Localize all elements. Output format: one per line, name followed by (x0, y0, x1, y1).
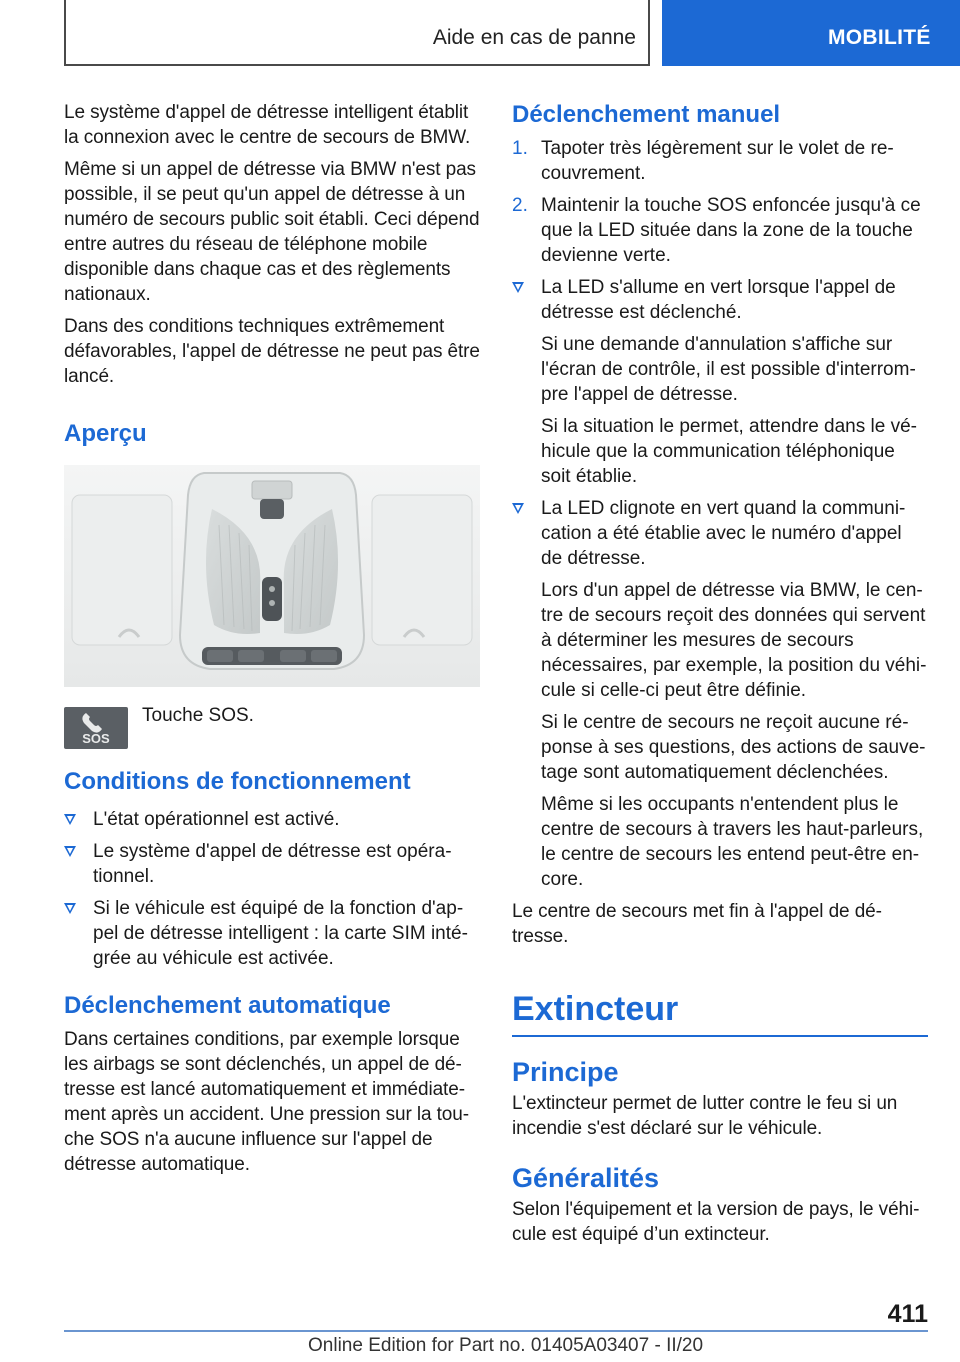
image-caption: Touche SOS. (142, 705, 254, 726)
heading-manual-trigger: Déclenchement manuel (512, 101, 781, 128)
heading-extinguisher: Extincteur (512, 990, 679, 1028)
right-column (512, 100, 928, 1254)
page-number: 411 (887, 1300, 928, 1328)
list-item: Le système d'appel de détresse est opérationnel. (64, 839, 482, 889)
triangle-bullet-icon (512, 282, 524, 293)
header-section-title: Aide en cas de panne (432, 26, 636, 49)
list-item: Si le véhicule est équipé de la fonction d'appel de détresse intelligent : la carte SIM intégrée au véhicule est activée. (64, 896, 482, 971)
list-item: La LED s'allume en vert lorsque l'appel de détresse est déclenché. Si une demande d'annulation s'affiche sur l'écran de contrôle, il est possible d'interrompre l'appel de détresse. Si la situation le permet, attendre dans le véhicule que la communication téléphonique soit établie. (512, 275, 928, 489)
heading-general: Généralités (512, 1163, 660, 1193)
heading-auto-trigger: Déclenchement automatique (64, 992, 391, 1019)
overhead-console-photo (64, 465, 480, 687)
paragraph: L'extincteur permet de lutter contre le feu si un incendie s'est déclaré sur le véhicule. (512, 1093, 898, 1139)
steps-list (512, 136, 928, 268)
result-list (512, 275, 928, 892)
header-chapter-title: MOBILITÉ (828, 26, 931, 49)
triangle-bullet-icon (64, 903, 76, 914)
paragraph: Le système d'appel de détresse intelligent établit la connexion avec le centre de secours de BMW. (64, 102, 471, 148)
sos-icon-text: SOS (82, 731, 110, 746)
footer-edition: Online Edition for Part no. 01405A03407 - II/20 (308, 1335, 704, 1356)
caption-row (64, 703, 482, 761)
heading-overview: Aperçu (64, 420, 147, 447)
triangle-bullet-icon (512, 503, 524, 514)
left-column (64, 100, 482, 1184)
triangle-bullet-icon (64, 814, 76, 825)
paragraph: Selon l'équipement et la version de pays, le véhicule est équipé d’un extincteur. (512, 1199, 920, 1245)
sos-button-icon (64, 707, 128, 749)
step-item: 1. Tapoter très légèrement sur le volet de recouvrement. (512, 138, 894, 184)
paragraph: Même si un appel de détresse via BMW n'est pas possible, il se peut qu'un appel de détresse à un numéro de secours public soit établi. Ceci dépend entre autres du réseau de téléphone mobile disponible dans chaque cas et des règlements nationaux. (64, 159, 480, 305)
paragraph: Dans des conditions techniques extrêmement défavorables, l'appel de détresse ne peut pas être lancé. (64, 316, 480, 387)
conditions-list (64, 807, 482, 971)
footer-divider (64, 1330, 928, 1332)
heading-principle: Principe (512, 1057, 619, 1087)
header-section-box (64, 0, 650, 66)
list-item: L'état opérationnel est activé. (64, 807, 482, 832)
triangle-bullet-icon (64, 846, 76, 857)
heading-conditions: Conditions de fonctionnement (64, 768, 411, 795)
list-item: La LED clignote en vert quand la communication a été établie avec le numéro d'appel de détresse. Lors d'un appel de détresse via BMW, le centre de secours reçoit des données qui servent à déterminer les mesures de secours nécessaires, par exemple, la position du véhicule si celle-ci peut être définie. Si le centre de secours ne reçoit aucune réponse à ses questions, des actions de sauvetage sont automatiquement déclenchées. Même si les occupants n'entendent plus le centre de secours à travers les haut-parleurs, le centre de secours les entend peut-être encore. (512, 496, 928, 892)
section-divider (512, 1035, 928, 1037)
paragraph: Dans certaines conditions, par exemple lorsque les airbags se sont déclenchés, un appel de détresse est lancé automatiquement et immédiatement après un accident. Une pression sur la touche SOS n'a aucune influence sur l'appel de détresse automatique. (64, 1029, 470, 1175)
header-chapter-tab[interactable] (662, 0, 960, 66)
step-item: 2. Maintenir la touche SOS enfoncée jusqu'à ce que la LED située dans la zone de la touche devienne verte. (512, 195, 921, 266)
paragraph: Le centre de secours met fin à l'appel de détresse. (512, 901, 882, 947)
